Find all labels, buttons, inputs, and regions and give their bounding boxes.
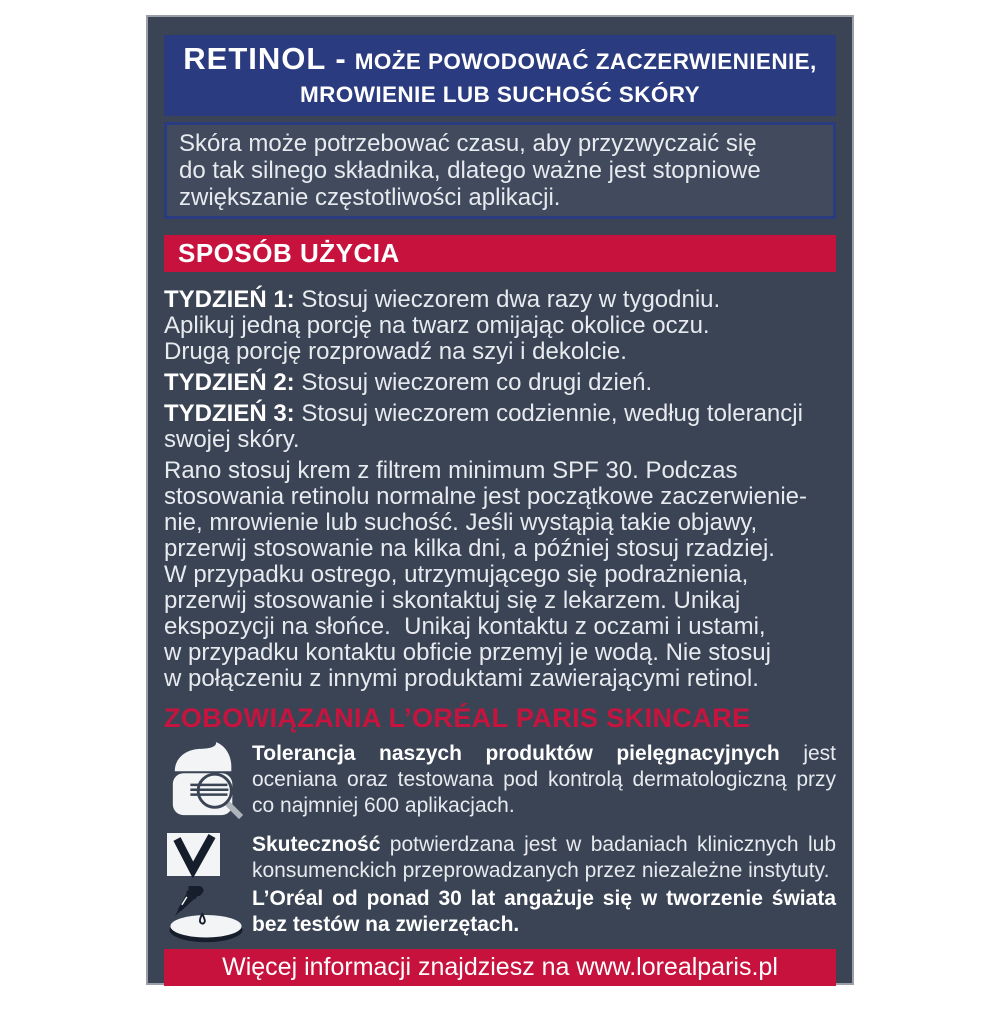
warning-title-line1 (168, 42, 832, 82)
notes-line: stosowania retinolu normalne jest początkowe zaczerwienie- (164, 483, 807, 510)
warning-text-part1: MOŻE POWODOWAĆ ZACZERWIENIENIE, (354, 49, 817, 74)
cream-jar-magnifier-icon (164, 741, 252, 826)
week-3-line: swojej skóry. (164, 426, 300, 453)
product-name: RETINOL - (183, 41, 347, 76)
checkmark-icon (164, 832, 252, 883)
notes-line: przerwij stosowanie na kilka dni, a później stosuj rzadziej. (164, 535, 775, 562)
week-1-label: TYDZIEŃ 1: (164, 286, 295, 313)
usage-instructions (164, 287, 836, 697)
notes-line: ekspozycji na słońce. Unikaj kontaktu z oczami i ustami, (164, 613, 766, 640)
notes-line: Rano stosuj krem z filtrem minimum SPF 30. Podczas (164, 457, 738, 484)
usage-section-banner (164, 235, 836, 272)
intro-line: zwiększanie częstotliwości aplikacji. (179, 184, 561, 211)
commitment-tolerance-row (164, 741, 836, 826)
notes-line: w połączeniu z innymi produktami zawierającymi retinol. (164, 665, 759, 692)
usage-week-3: TYDZIEŃ 3: Stosuj wieczorem codziennie, według tolerancji swojej skóry. (164, 401, 836, 453)
week-2-label: TYDZIEŃ 2: (164, 369, 295, 396)
notes-line: W przypadku ostrego, utrzymującego się podrażnienia, (164, 561, 749, 588)
usage-week-2: TYDZIEŃ 2: Stosuj wieczorem co drugi dzień. (164, 369, 653, 396)
skin-adaptation-note-box (164, 122, 836, 219)
dropper-petri-dish-icon (164, 886, 252, 949)
week-1-line: Aplikuj jedną porcję na twarz omijając okolice oczu. (164, 312, 710, 339)
product-label-back-panel (146, 15, 854, 985)
warning-text-part2: MROWIENIE LUB SUCHOŚĆ SKÓRY (300, 82, 700, 107)
commitments-heading: ZOBOWIĄZANIA L’ORÉAL PARIS SKINCARE (164, 703, 751, 733)
commitment-animal-testing-row (164, 886, 836, 949)
usage-banner-label: SPOSÓB UŻYCIA (178, 238, 400, 268)
notes-line: przerwij stosowanie i skontaktuj się z lekarzem. Unikaj (164, 587, 741, 614)
intro-line: Skóra może potrzebować czasu, aby przyzwyczaić się (179, 130, 757, 157)
retinol-warning-header (164, 35, 836, 116)
commitment-efficacy-row (164, 832, 836, 884)
more-info-banner (164, 949, 836, 986)
usage-week-1: TYDZIEŃ 1: Stosuj wieczorem dwa razy w tygodniu. Aplikuj jedną porcję na twarz omijając okolice oczu. Drugą porcję rozprowadź na szyi i dekolcie. (164, 287, 836, 365)
notes-line: nie, mrowienie lub suchość. Jeśli wystąpią takie objawy, (164, 509, 758, 536)
commitment-tolerance-text: Tolerancja naszych produktów pielęgnacyjnych jest oceniana oraz testowana pod kontrolą dermatologiczną przy co najmniej 600 aplikacjach. (252, 742, 837, 817)
week-1-line: Drugą porcję rozprowadź na szyi i dekolcie. (164, 338, 627, 365)
commitment-animal-testing-text: L’Oréal od ponad 30 lat angażuje się w tworzenie świata bez testów na zwierzętach. (252, 887, 836, 936)
usage-notes (164, 458, 836, 692)
intro-line: do tak silnego składnika, dlatego ważne jest stopniowe (179, 157, 761, 184)
commitment-efficacy-text: Skuteczność potwierdzana jest w badaniach klinicznych lub konsumenckich przeprowadzanych przez niezależne instytuty. (252, 833, 836, 882)
notes-line: w przypadku kontaktu obficie przemyj je wodą. Nie stosuj (164, 639, 771, 666)
more-info-text: Więcej informacji znajdziesz na www.lorealparis.pl (222, 953, 778, 981)
week-3-label: TYDZIEŃ 3: (164, 400, 295, 427)
